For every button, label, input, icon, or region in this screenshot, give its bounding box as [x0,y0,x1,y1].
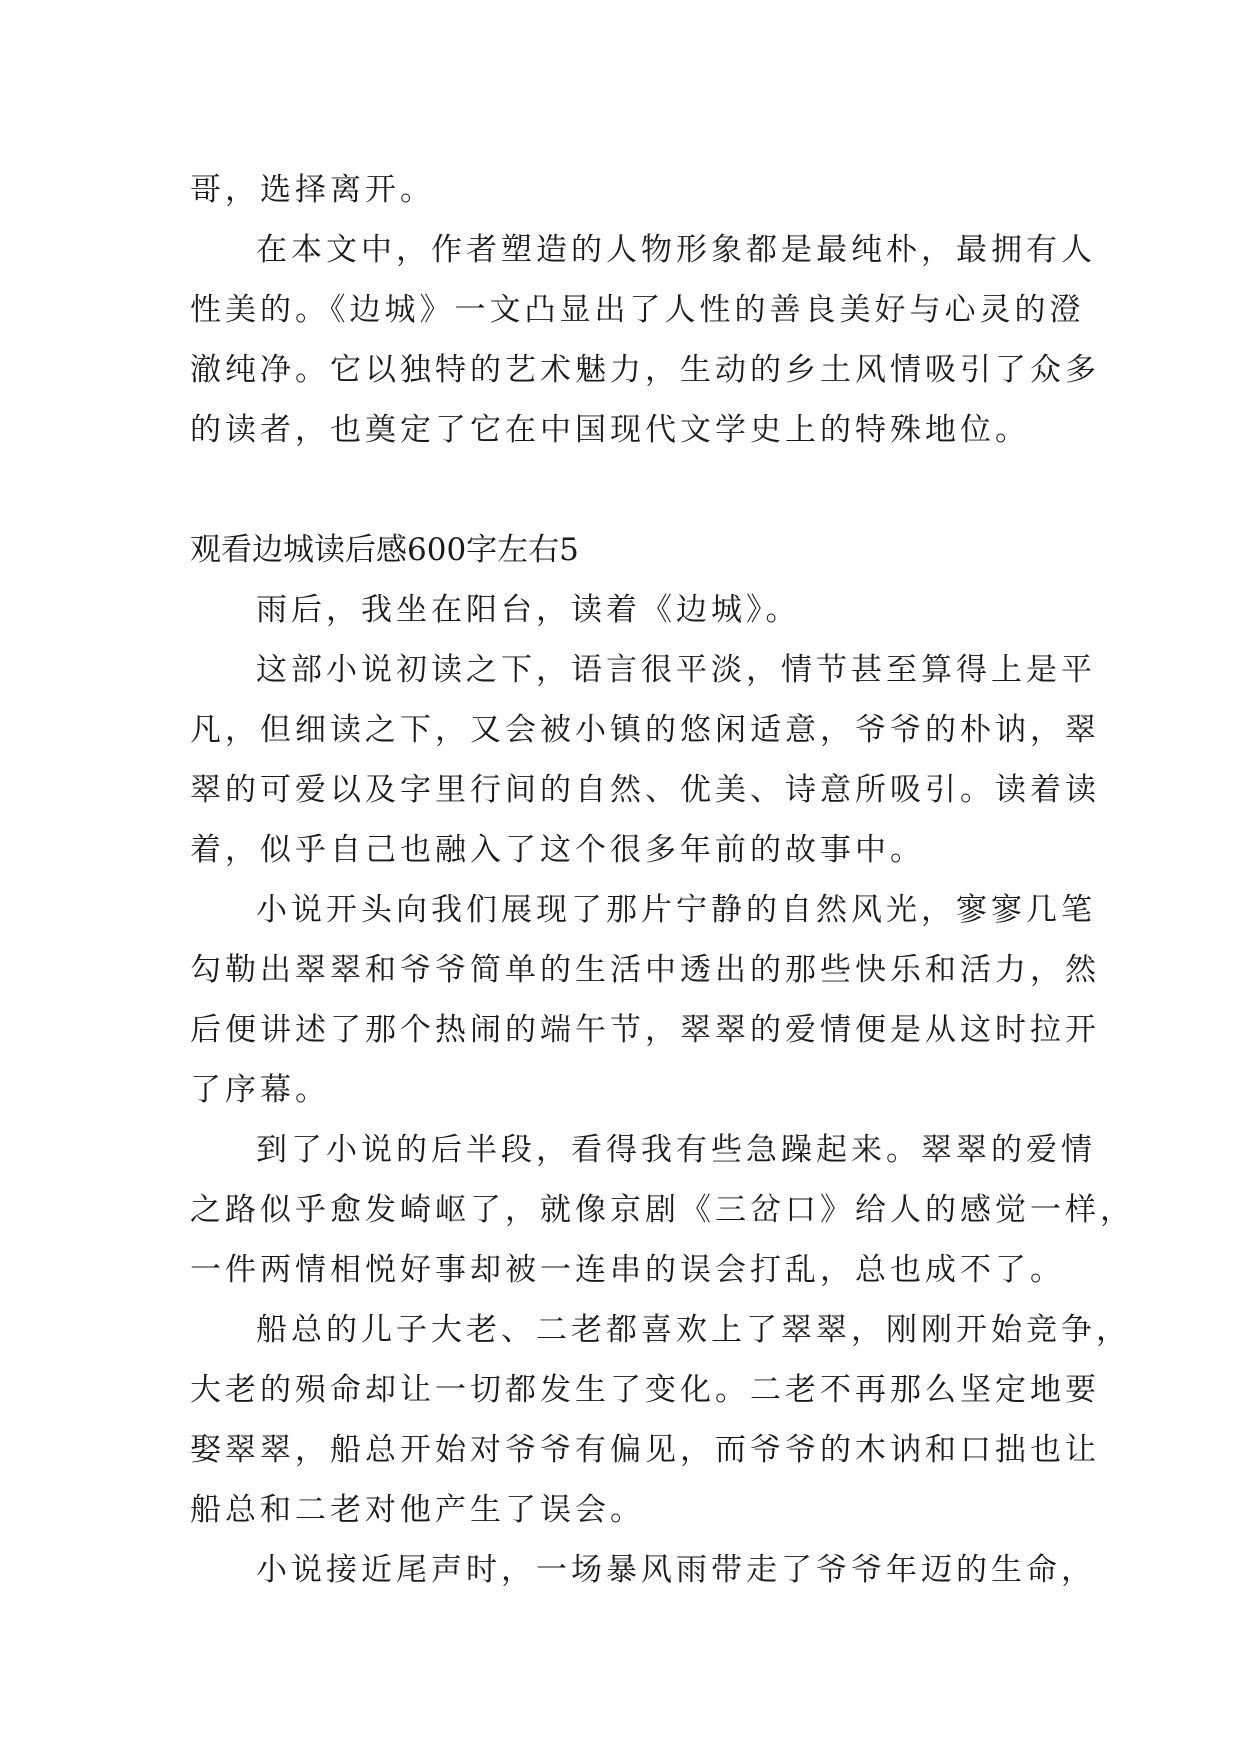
text-line: 了序幕。 [190,1072,330,1108]
text-line: 在本文中，作者塑造的人物形象都是最纯朴，最拥有人 [256,232,1096,268]
paragraph [190,1120,1135,1300]
text-line: 凡，但细读之下，又会被小镇的悠闲适意，爷爷的朴讷，翠 [190,712,1100,748]
text-line: 澈纯净。它以独特的艺术魅力，生动的乡土风情吸引了众多 [190,352,1100,388]
paragraph [190,1300,1131,1540]
text-line: 小说开头向我们展现了那片宁静的自然风光，寥寥几笔 [256,892,1096,928]
document-body [190,160,1135,1600]
text-line: 小说接近尾声时，一场暴风雨带走了爷爷年迈的生命， [256,1552,1096,1588]
text-line: 着，似乎自己也融入了这个很多年前的故事中。 [190,832,925,868]
paragraph [190,160,1070,220]
text-line: 性美的。《边城》一文凸显出了人性的善良美好与心灵的澄 [190,292,1085,328]
text-line: 雨后，我坐在阳台，读着《边城》。 [256,592,801,628]
text-line: 后便讲述了那个热闹的端午节，翠翠的爱情便是从这时拉开 [190,1012,1100,1048]
text-line: 之路似乎愈发崎岖了，就像京剧《三岔口》给人的感觉一样， [190,1192,1135,1228]
paragraph [190,580,1070,640]
text-line: 的读者，也奠定了它在中国现代文学史上的特殊地位。 [190,412,1030,448]
text-line: 哥，选择离开。 [190,172,435,208]
section-heading: 观看边城读后感600字左右5 [190,532,579,568]
text-line: 勾勒出翠翠和爷爷简单的生活中透出的那些快乐和活力，然 [190,952,1100,988]
text-line: 船总和二老对他产生了误会。 [190,1492,645,1528]
text-line: 大老的殒命却让一切都发生了变化。二老不再那么坚定地要 [190,1372,1100,1408]
paragraph [190,640,1100,880]
paragraph [190,880,1100,1120]
text-line: 到了小说的后半段，看得我有些急躁起来。翠翠的爱情 [256,1132,1096,1168]
text-line: 翠的可爱以及字里行间的自然、优美、诗意所吸引。读着读 [190,772,1100,808]
text-line: 一件两情相悦好事却被一连串的误会打乱，总也成不了。 [190,1252,1065,1288]
text-line: 这部小说初读之下，语言很平淡，情节甚至算得上是平 [256,652,1096,688]
text-line: 船总的儿子大老、二老都喜欢上了翠翠，刚刚开始竞争， [256,1312,1131,1348]
paragraph [190,220,1100,460]
text-line: 娶翠翠，船总开始对爷爷有偏见，而爷爷的木讷和口拙也让 [190,1432,1100,1468]
paragraph [190,1540,1096,1600]
